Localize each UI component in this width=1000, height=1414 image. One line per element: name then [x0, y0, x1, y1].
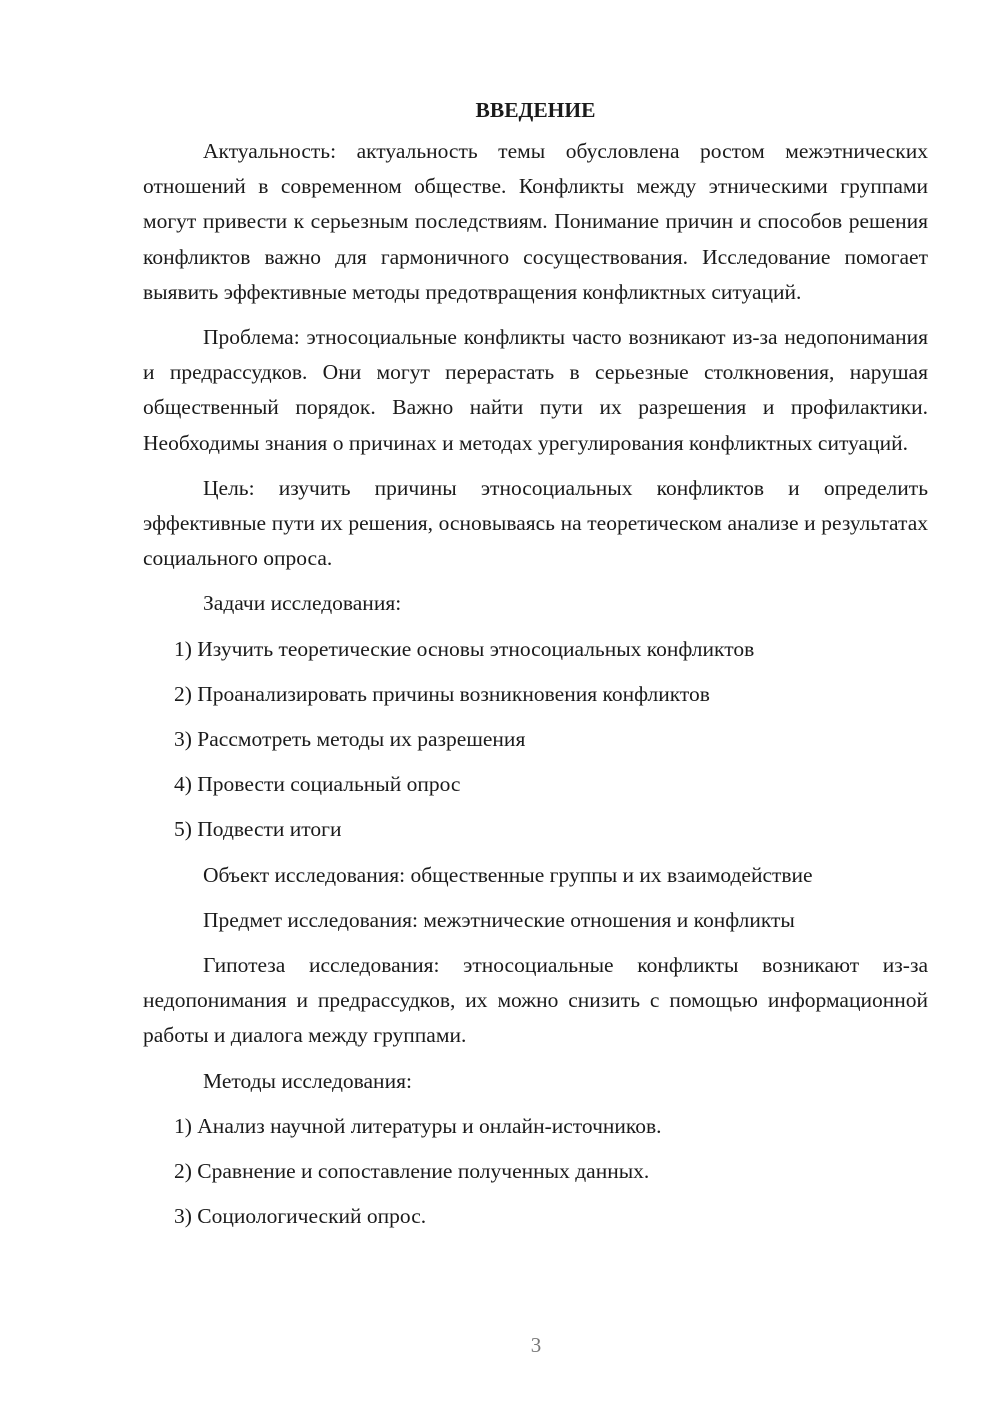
- task-item: 4) Провести социальный опрос: [174, 772, 461, 797]
- research-object: Объект исследования: общественные группы и их взаимодействие: [203, 862, 813, 887]
- task-item: 1) Изучить теоретические основы этносоциальных конфликтов: [174, 636, 755, 661]
- relevance-paragraph: Актуальность: актуальность темы обусловлена ростом межэтнических отношений в современном обществе. Конфликты между этническими группами могут привести к серьезным последствиям. Понимание причин и способов решения конфликтов важно для гармоничного сосуществования. Исследование помогает выявить эффективные методы предотвращения конфликтных ситуаций.: [143, 139, 928, 304]
- section-title: ВВЕДЕНИЕ: [475, 98, 596, 122]
- tasks-heading: Задачи исследования:: [203, 591, 402, 616]
- method-item: 1) Анализ научной литературы и онлайн-источников.: [174, 1113, 662, 1138]
- goal-paragraph: Цель: изучить причины этносоциальных конфликтов и определить эффективные пути их решения, основываясь на теоретическом анализе и результатах социального опроса.: [143, 475, 928, 571]
- method-item: 3) Социологический опрос.: [174, 1204, 427, 1229]
- task-item: 2) Проанализировать причины возникновения конфликтов: [174, 681, 710, 706]
- page-number: 3: [530, 1333, 542, 1357]
- task-item: 3) Рассмотреть методы их разрешения: [174, 727, 526, 752]
- research-subject: Предмет исследования: межэтнические отношения и конфликты: [203, 907, 795, 932]
- problem-paragraph: Проблема: этносоциальные конфликты часто возникают из-за недопонимания и предрассудков. Они могут перерастать в серьезные столкновения, нарушая общественный порядок. Важно найти пути их разрешения и профилактики. Необходимы знания о причинах и методах урегулирования конфликтных ситуаций.: [143, 325, 928, 455]
- methods-heading: Методы исследования:: [203, 1068, 412, 1093]
- method-item: 2) Сравнение и сопоставление полученных данных.: [174, 1159, 650, 1184]
- hypothesis-paragraph: Гипотеза исследования: этносоциальные конфликты возникают из-за недопонимания и предрассудков, их можно снизить с помощью информационной работы и диалога между группами.: [143, 953, 928, 1048]
- task-item: 5) Подвести итоги: [174, 817, 342, 842]
- document-page: [143, 92, 928, 1244]
